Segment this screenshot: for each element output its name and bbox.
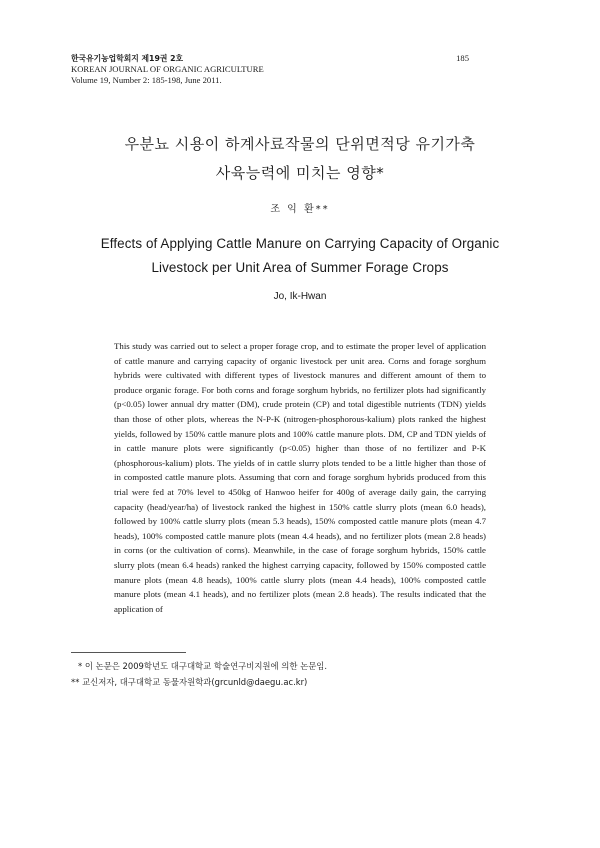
page-number: 185 [456, 53, 469, 63]
paper-title-korean [0, 130, 600, 188]
journal-volume-info: Volume 19, Number 2: 185-198, June 2011. [71, 75, 222, 85]
journal-title-english: KOREAN JOURNAL OF ORGANIC AGRICULTURE [71, 64, 264, 74]
footnote-funding: * 이 논문은 2009학년도 대구대학교 학술연구비지원에 의한 논문임. [78, 661, 328, 671]
footnote-corresponding-author: ** 교신저자, 대구대학교 동물자원학과(grcunld@daegu.ac.kr) [71, 677, 308, 687]
footnote-divider [71, 652, 186, 653]
paper-title-english-line1: Effects of Applying Cattle Manure on Carrying Capacity of Organic [100, 236, 500, 251]
author-english: Jo, Ik-Hwan [273, 291, 327, 302]
paper-title-korean-line2: 사육능력에 미치는 영향* [215, 164, 385, 182]
paper-title-english [0, 232, 600, 280]
author-korean: 조 익 환** [270, 204, 330, 215]
abstract-text: This study was carried out to select a proper forage crop, and to estimate the proper level of application of cattle manure and carrying capacity of organic livestock per unit area. Corns and forage sorghum hybrids were cultivated with different types of livestock manures and different amount of them to produce organic forage. For both corns and forage sorghum hybrids, no fertilizer plots had significantly (p<0.05) lower annual dry matter (DM), crude protein (CP) and total digestible nutrients (TDN) yields than those of other plots, whereas the N-P-K (nitrogen-phosphorous-kalium) plots ranked the highest yields, followed by 150% cattle manure plots and 100% cattle manure plots. DM, CP and TDN yields of in cattle manure plots were significantly (p<0.05) higher than those of no fertilizer and P-K (phosphorous-kalium) plots. The yields of in cattle slurry plots tended to be a little higher than those of in composted cattle manure plots. Assuming that corn and forage sorghum hybrids produced from this trial were fed at 70% level to 450kg of Hanwoo heifer for 400g of average daily gain, the carrying capacity (head/year/ha) of livestock ranked the highest in 150% cattle slurry plots (mean 6.0 heads), followed by 100% cattle slurry plots (mean 5.3 heads), 150% composted cattle manure plots (mean 4.7 heads), 100% composted cattle manure plots (mean 4.4 heads), and no fertilizer plots (mean 2.8 heads) in corns (or the cultivation of corns). Meanwhile, in the case of forage sorghum hybrids, 150% cattle slurry plots (mean 6.4 heads) ranked the highest carrying capacity, followed by 150% composted cattle manure plots (mean 4.8 heads), 100% cattle slurry plots (mean 4.4 heads), 100% composted cattle manure plots (mean 4.1 heads), and no fertilizer plots (mean 2.8 heads). The results indicated that the application of [114, 341, 486, 614]
paper-title-english-line2: Livestock per Unit Area of Summer Forage Crops [151, 260, 449, 275]
paper-title-korean-line1: 우분뇨 시용이 하계사료작물의 단위면적당 유기가축 [124, 135, 476, 153]
journal-title-korean: 한국유기농업학회지 제19권 2호 [71, 54, 184, 63]
journal-header [71, 53, 264, 86]
